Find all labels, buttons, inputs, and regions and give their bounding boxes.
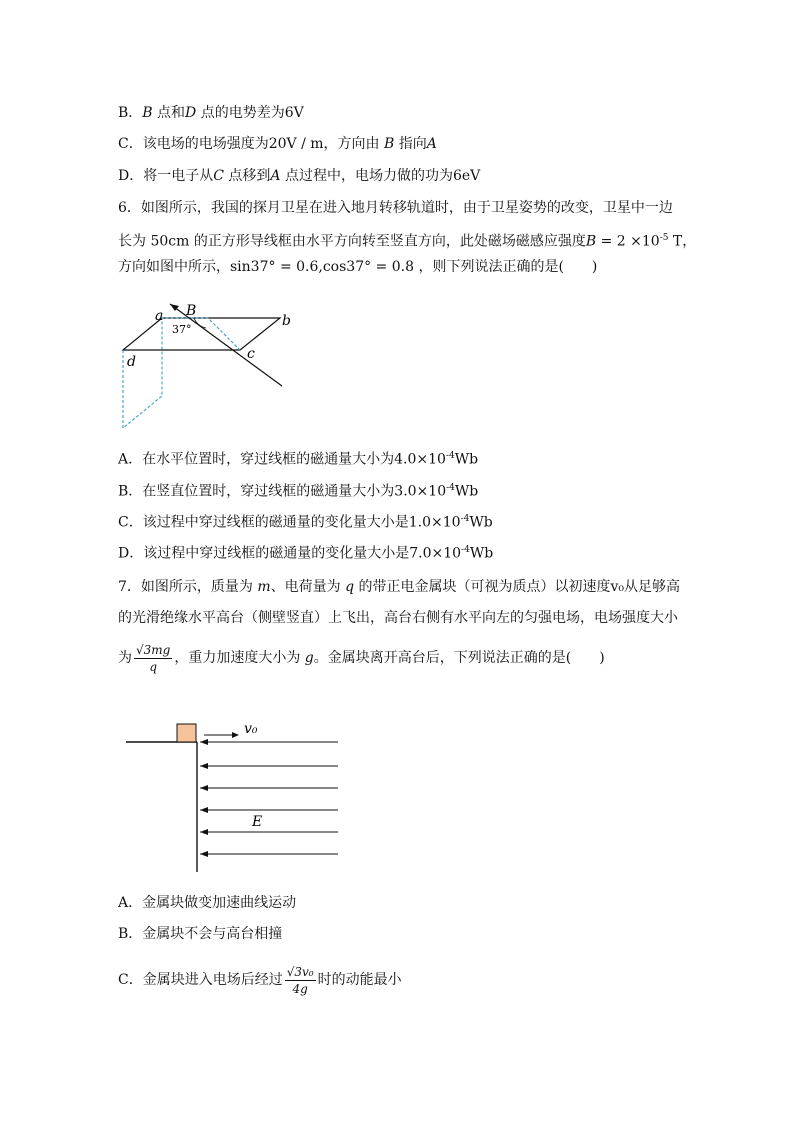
text: 点过程中，电场力做的功为6eV bbox=[280, 168, 481, 184]
velocity-arrow-head bbox=[232, 732, 239, 738]
denominator: 4g bbox=[292, 981, 308, 996]
q5-option-b bbox=[118, 103, 304, 123]
q6-figure bbox=[110, 296, 310, 431]
unit: Wb bbox=[469, 514, 493, 531]
horizontal-frame bbox=[123, 318, 280, 350]
text: 点和 bbox=[152, 105, 186, 121]
denominator: q bbox=[149, 659, 158, 674]
text: 时的动能最小 bbox=[317, 972, 402, 988]
text: 7．如图所示，质量为 bbox=[118, 579, 258, 595]
q7-stem-line1 bbox=[118, 577, 680, 597]
q7-stem-line3 bbox=[118, 640, 605, 676]
text: 的带正电金属块（可视为质点）以初速度v₀从足够高 bbox=[354, 579, 681, 595]
label-angle: 37° bbox=[172, 323, 192, 336]
text: C．该电场的电场强度为20V / m，方向由 bbox=[118, 136, 384, 152]
q7-option-b: B．金属块不会与高台相撞 bbox=[118, 926, 283, 942]
label-d: d bbox=[127, 354, 136, 370]
q5-option-d bbox=[118, 166, 480, 186]
exponent: -4 bbox=[446, 483, 455, 493]
text: 。金属块离开高台后，下列说法正确的是( ) bbox=[313, 650, 605, 666]
unit: Wb bbox=[454, 483, 479, 500]
text: = 2 ×10 bbox=[596, 233, 660, 250]
exponent: -4 bbox=[460, 514, 470, 524]
text: 点的电势差为6V bbox=[196, 105, 304, 121]
text: C．该过程中穿过线框的磁通量的变化量大小是1.0×10 bbox=[118, 514, 461, 531]
label-e: E bbox=[252, 814, 263, 830]
q7-stem-line2: 的光滑绝缘水平高台（侧壁竖直）上飞出，高台右侧有水平向左的匀强电场，电场强度大小 bbox=[118, 610, 678, 626]
symbol-b: B bbox=[585, 233, 597, 250]
unit: Wb bbox=[454, 451, 479, 468]
point-d: D bbox=[185, 105, 197, 121]
point-a: A bbox=[270, 168, 281, 184]
text: A．在水平位置时，穿过线框的磁通量大小为4.0×10 bbox=[118, 451, 446, 468]
q6-option-d bbox=[118, 540, 493, 564]
exponent: -5 bbox=[659, 233, 669, 243]
point-b: B bbox=[383, 136, 395, 152]
q5-option-c bbox=[118, 134, 437, 154]
text: ，重力加速度大小为 bbox=[174, 650, 305, 666]
fraction-time bbox=[285, 964, 316, 997]
q6-stem-line3: 方向如图中所示，sin37° = 0.6,cos37° = 0.8 ，则下列说法正确的是( ) bbox=[118, 259, 598, 275]
q7-option-c bbox=[118, 962, 402, 998]
metal-block bbox=[177, 724, 196, 742]
text: C．金属块进入电场后经过 bbox=[118, 972, 283, 988]
label-field-b: B bbox=[186, 303, 197, 319]
symbol-m: m bbox=[257, 579, 271, 595]
exponent: -4 bbox=[461, 545, 470, 555]
point-c: C bbox=[213, 168, 224, 184]
text: T， bbox=[668, 233, 697, 250]
numerator: √3mg bbox=[136, 642, 171, 657]
option-label: B． bbox=[118, 105, 143, 121]
q6-stem-line2 bbox=[118, 228, 696, 252]
text: 点移到 bbox=[223, 168, 271, 184]
text: 长为 50cm 的正方形导线框由水平方向转至竖直方向，此处磁场磁感应强度 bbox=[118, 233, 586, 250]
point-a: A bbox=[426, 136, 437, 152]
label-c: c bbox=[247, 346, 255, 362]
symbol-q: q bbox=[345, 579, 355, 595]
text: B．在竖直位置时，穿过线框的磁通量大小为3.0×10 bbox=[118, 483, 447, 500]
text: D．该过程中穿过线框的磁通量的变化量大小是7.0×10 bbox=[118, 545, 462, 562]
point-b: B bbox=[142, 105, 153, 121]
text: D．将一电子从 bbox=[118, 168, 214, 184]
label-a: a bbox=[155, 308, 164, 324]
q6-option-c bbox=[118, 509, 493, 533]
text: 指向 bbox=[394, 136, 427, 152]
q7-figure bbox=[120, 712, 345, 877]
exponent: -4 bbox=[445, 451, 455, 461]
q6-option-a bbox=[118, 446, 478, 470]
unit: Wb bbox=[469, 545, 494, 562]
text: 、电荷量为 bbox=[270, 579, 346, 595]
label-v0: v₀ bbox=[244, 721, 258, 737]
q6-option-b bbox=[118, 478, 478, 502]
text: 为 bbox=[118, 650, 132, 666]
q7-option-a: A．金属块做变加速曲线运动 bbox=[118, 895, 297, 911]
q6-stem-line1: 6．如图所示，我国的探月卫星在进入地月转移轨道时，由于卫星姿势的改变，卫星中一边 bbox=[118, 200, 673, 216]
field-lines bbox=[200, 739, 338, 857]
numerator: √3v₀ bbox=[286, 964, 314, 979]
symbol-g: g bbox=[304, 650, 314, 666]
fraction-field-strength bbox=[134, 642, 172, 675]
label-b: b bbox=[282, 313, 291, 329]
